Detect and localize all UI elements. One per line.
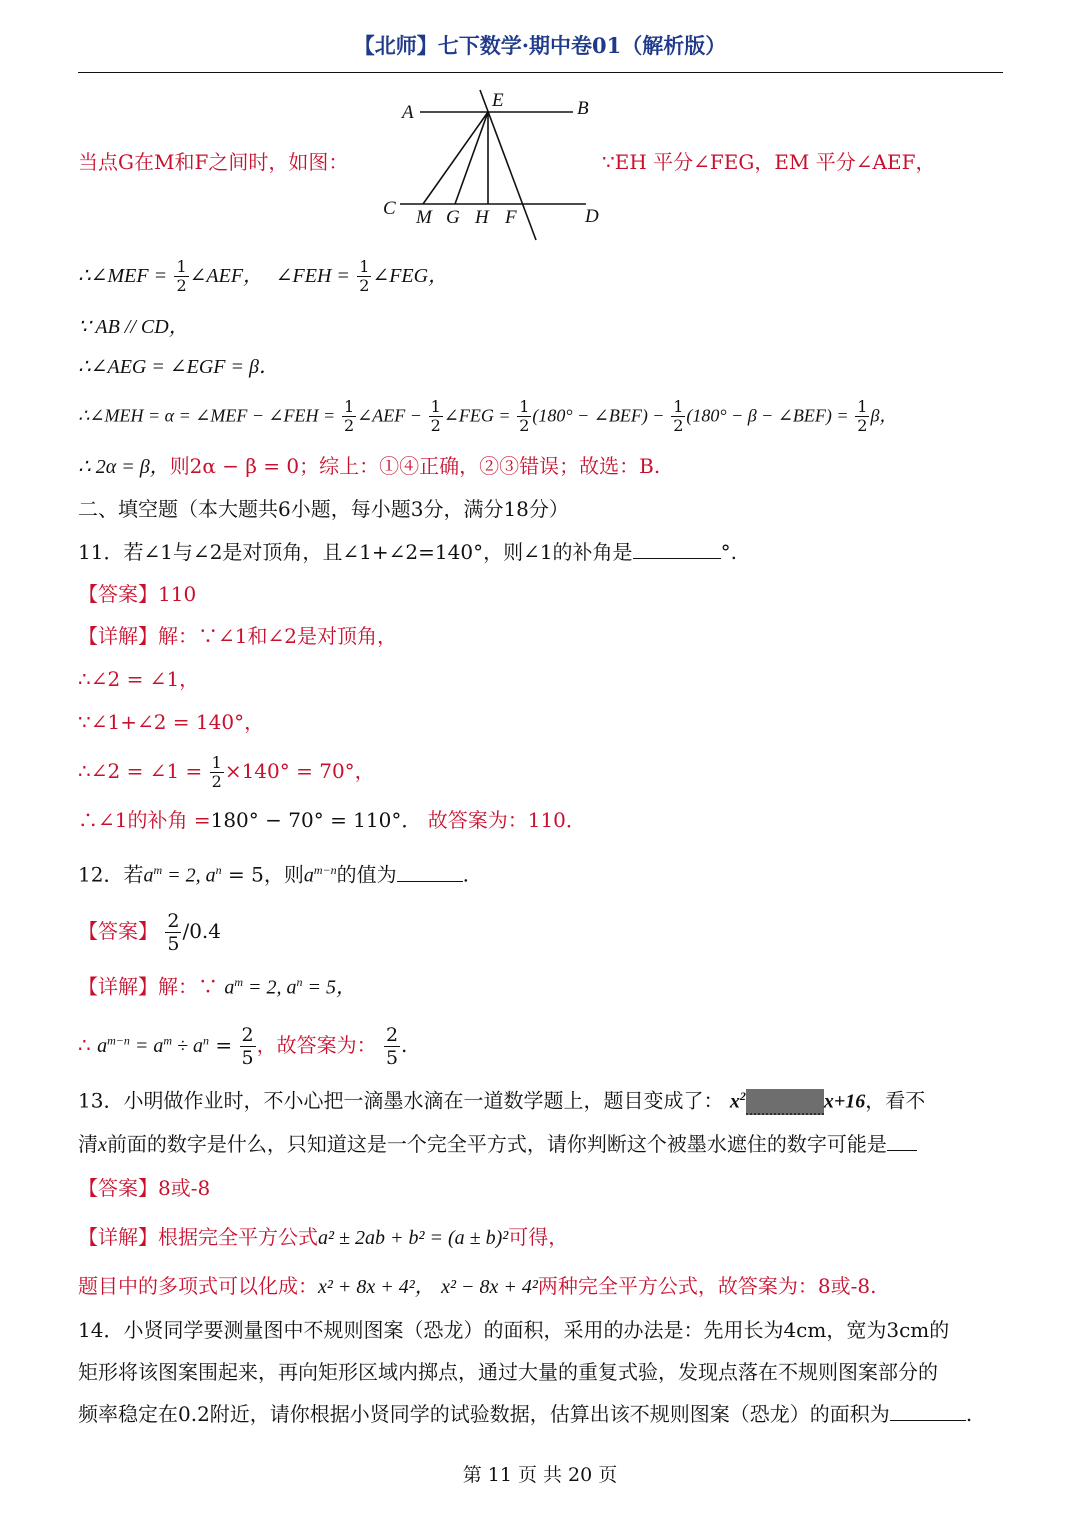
solution-line-2: ∵ AB // CD， <box>78 316 189 338</box>
q11-stem: 11．若∠1与∠2是对顶角，且∠1+∠2=140°，则∠1的补角是 °. <box>78 540 737 564</box>
label-g: G <box>446 207 460 228</box>
label-e: E <box>492 90 504 111</box>
label-a: A <box>402 102 414 123</box>
q13-detail-1: 【详解】根据完全平方公式a² ± 2ab + b² = (a ± b)²可得， <box>78 1225 569 1249</box>
q12-answer: 【答案】 $\frac{2}{5}$ /0.4 <box>78 910 221 955</box>
q11-detail-2: ∴∠2 = ∠1， <box>78 667 200 691</box>
q13-detail-2: 题目中的多项式可以化成：x² + 8x + 4²， x² − 8x + 4²两种完全平方公式，故答案为：8或-8. <box>78 1274 877 1298</box>
label-c: C <box>383 198 396 219</box>
label-f: F <box>505 207 517 228</box>
solution-line-4: ∴∠MEH = α = ∠MEF − ∠FEH = $\frac{1}{2}$ ∠AEF − $\frac{1}{2}$ ∠FEG = $\frac{1}{2}$ (180° − ∠BEF) − $\frac{1}{2}$ (180° − β − ∠BEF) = $\frac{1}{2}$ β， <box>78 397 898 435</box>
q11-detail-5: ∴∠1的补角 =180° − 70° = 110°． 故答案为：110． <box>78 808 586 832</box>
case-text: 当点G在M和F之间时，如图： <box>78 150 349 174</box>
label-h: H <box>475 207 489 228</box>
q11-detail-3: ∵∠1+∠2 = 140°， <box>78 710 265 734</box>
q11-blank[interactable] <box>633 538 721 559</box>
q11-answer: 【答案】110 <box>78 582 197 606</box>
label-m: M <box>416 207 432 228</box>
line-eg <box>455 112 488 204</box>
label-b: B <box>577 98 589 119</box>
solution-line-5: ∴ 2α = β，则2α − β = 0；综上：①④正确，②③错误；故选：B. <box>78 454 661 478</box>
section-heading: 二、填空题（本大题共6小题，每小题3分，满分18分） <box>78 497 569 521</box>
geometry-diagram <box>378 82 618 248</box>
q14-line-3: 频率稳定在0.2附近，请你根据小贤同学的试验数据，估算出该不规则图案（恐龙）的面积为 . <box>78 1402 973 1426</box>
q11-detail-1: 【详解】解：∵∠1和∠2是对顶角， <box>78 624 397 648</box>
label-d: D <box>585 206 599 227</box>
q14-line-2: 矩形将该图案围起来，再向矩形区域内掷点，通过大量的重复式验，发现点落在不规则图案部分的 <box>78 1360 938 1384</box>
q12-detail-1: 【详解】解：∵ $a^m = 2$, $a^n = 5$， <box>78 974 357 999</box>
page-footer: 第 11 页 共 20 页 <box>462 1464 618 1486</box>
q11-detail-4: ∴∠2 = ∠1 = $\frac{1}{2}$ ×140° = 70°， <box>78 753 375 791</box>
q13-stem-2: 清x前面的数字是什么，只知道这是一个完全平方式，请你判断这个被墨水遮住的数字可能是 <box>78 1130 917 1159</box>
header-rule <box>78 72 1003 73</box>
line-em <box>423 112 488 204</box>
q12-blank[interactable] <box>397 861 463 882</box>
q14-blank[interactable] <box>890 1400 966 1421</box>
page-header: 【北师】七下数学·期中卷01（解析版） <box>353 33 727 58</box>
q13-blank[interactable] <box>887 1130 917 1151</box>
given-text: ∵EH 平分∠FEG，EM 平分∠AEF， <box>602 150 936 174</box>
solution-line-1: ∴∠MEF = $\frac{1}{2}$ ∠AEF， ∠FEH = $\frac{1}{2}$ ∠FEG， <box>78 257 449 295</box>
q14-line-1: 14．小贤同学要测量图中不规则图案（恐龙）的面积，采用的办法是：先用长为4cm，宽为3cm的 <box>78 1318 950 1342</box>
q12-detail-2: ∴ $a^{m-n} = a^m \div a^n$ = $\frac{2}{5}$ ，故答案为： $\frac{2}{5}$ . <box>78 1024 408 1069</box>
q12-stem: 12．若$a^m = 2$, $a^n = 5$，则$a^{m-n}$的值为 . <box>78 862 469 887</box>
solution-line-3: ∴∠AEG = ∠EGF = β． <box>78 356 279 378</box>
ink-blot <box>746 1089 824 1115</box>
q13-stem-1: 13．小明做作业时，不小心把一滴墨水滴在一道数学题上，题目变成了： $x^2$ x+16，看不 <box>78 1082 925 1116</box>
q13-answer: 【答案】8或-8 <box>78 1176 211 1200</box>
